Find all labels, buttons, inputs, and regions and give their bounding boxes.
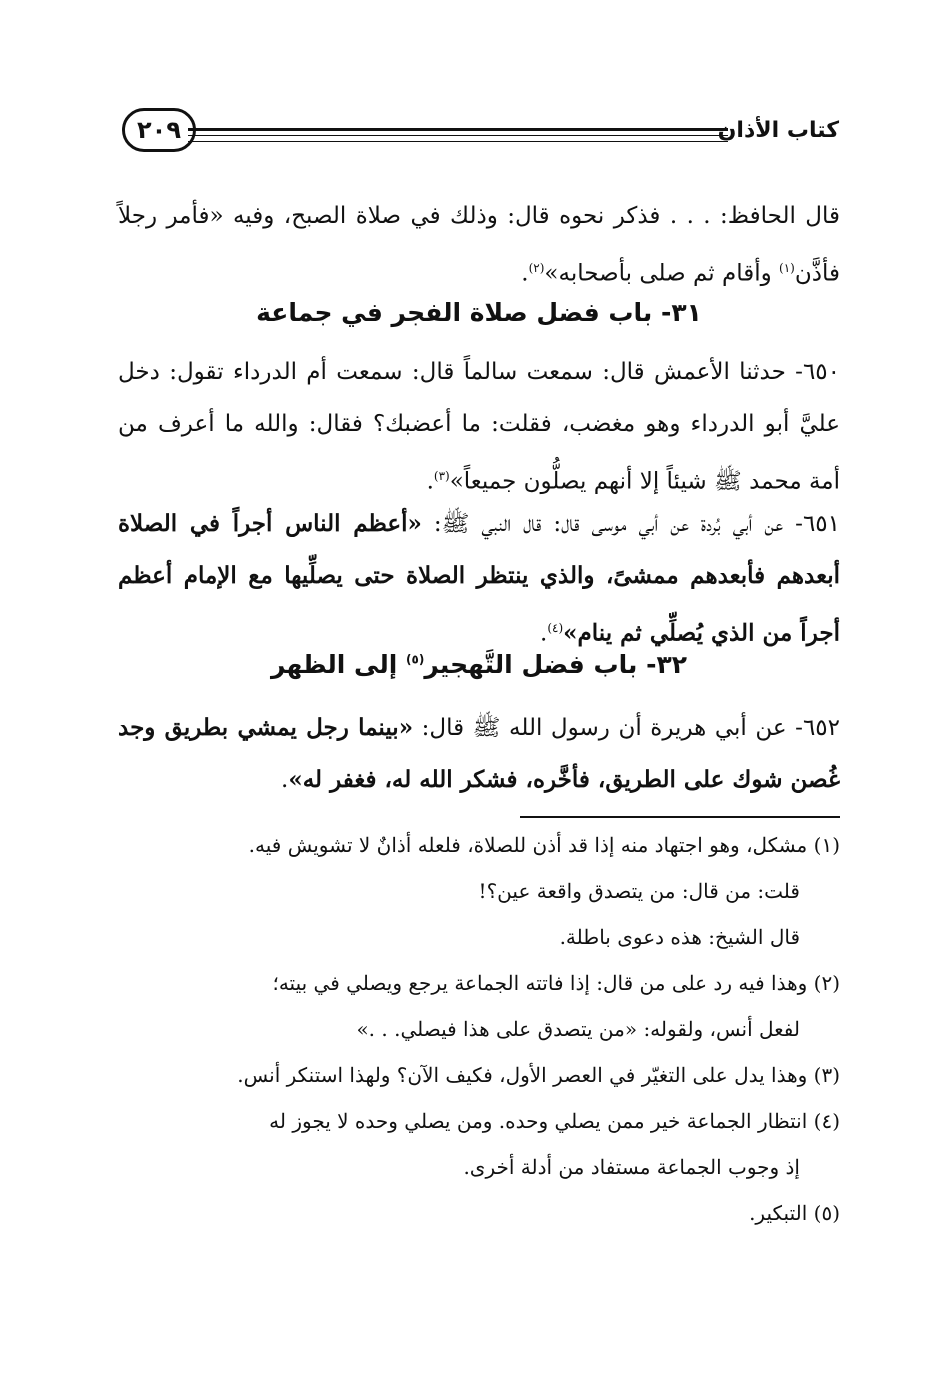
footnote-ref-1: (١): [779, 261, 795, 275]
intro-text-tail: وأقام ثم صلى بأصحابه»: [544, 260, 780, 287]
header-rule: [188, 128, 728, 142]
hadith-652-quote: «بينما رجل يمشي بطريق وجد غُصن شوك على الطريق، فأخَّره، فشكر الله له، فغفر له»: [118, 714, 840, 793]
footnote-4: (٤) انتظار الجماعة خير ممن يصلي وحده. ومن يصلي وحده لا يجوز له: [269, 1109, 840, 1133]
footnote-ref-2: (٢): [528, 261, 545, 275]
footnote-ref-4: (٤): [547, 621, 564, 635]
intro-text: قال الحافظ: . . . فذكر نحوه قال: وذلك في صلاة الصبح، وفيه «فأمر رجلاً فأذَّن: [118, 203, 840, 287]
hadith-651-lead: ٦٥١- عن أبي بُردة عن أبي موسى قال: قال النبي ﷺ:: [421, 511, 840, 537]
hadith-651: [118, 498, 840, 660]
hadith-652: [118, 702, 840, 806]
hadith-652-end: .: [281, 767, 289, 793]
intro-end: .: [521, 260, 529, 287]
footnote-1-line-3: قال الشيخ: هذه دعوى باطلة.: [559, 925, 800, 949]
footnote-ref-5: (٥): [406, 652, 425, 667]
footnote-1: (١) مشكل، وهو اجتهاد منه إذا قد أذن للصلاة، فلعله أذانٌ لا تشويش فيه.: [248, 833, 840, 857]
footnote-2: (٢) وهذا فيه رد على من قال: إذا فاتته الجماعة يرجع ويصلي في بيته؛: [272, 971, 840, 995]
footnote-4-line-2: إذ وجوب الجماعة مستفاد من أدلة أخرى.: [463, 1155, 800, 1179]
page-number: ٢٠٩: [122, 108, 196, 152]
footnotes: [118, 822, 840, 1236]
hadith-650-text: ٦٥٠- حدثنا الأعمش قال: سمعت سالماً قال: سمعت أم الدرداء تقول: دخل عليَّ أبو الدرداء وهو مغضب، فقلت: ما أعضبك؟ فقال: والله ما أعرف من أمة محمد ﷺ شيئاً إلا أنهم يصلُّون جميعاً»: [118, 359, 840, 495]
chapter-heading-31: ٣١- باب فضل صلاة الفجر في جماعة: [256, 298, 702, 327]
footnote-3: (٣) وهذا يدل على التغيّر في العصر الأول، فكيف الآن؟ ولهذا استنكر أنس.: [237, 1063, 840, 1087]
hadith-651-end: .: [540, 620, 548, 647]
footnote-ref-3: (٣): [433, 469, 450, 483]
hadith-650-end: .: [426, 468, 434, 495]
footnote-5: (٥) التبكير.: [749, 1201, 840, 1225]
footnote-2-line-2: لفعل أنس، ولقوله: «من يتصدق على هذا فيصلي. . .»: [356, 1017, 800, 1041]
heading-32-pre: ٣٢- باب فضل التَّهجير: [424, 650, 687, 679]
hadith-652-lead: ٦٥٢- عن أبي هريرة أن رسول الله ﷺ قال:: [413, 715, 840, 741]
footnote-separator: [520, 816, 840, 818]
running-title: كتاب الأذان: [717, 118, 839, 143]
chapter-heading-32: [118, 650, 840, 679]
heading-32-post: إلى الظهر: [270, 650, 407, 679]
hadith-651-quote: «أعظم الناس أجراً في الصلاة أبعدهم فأبعدهم ممشىً، والذي ينتظر الصلاة حتى يصلِّيها مع الإمام أعظم أجراً من الذي يُصلِّي ثم ينام»: [118, 510, 840, 647]
hadith-650: [118, 346, 840, 508]
intro-paragraph: [118, 190, 840, 300]
footnote-1-line-2: قلت: من قال: من يتصدق واقعة عين؟!: [478, 879, 800, 903]
